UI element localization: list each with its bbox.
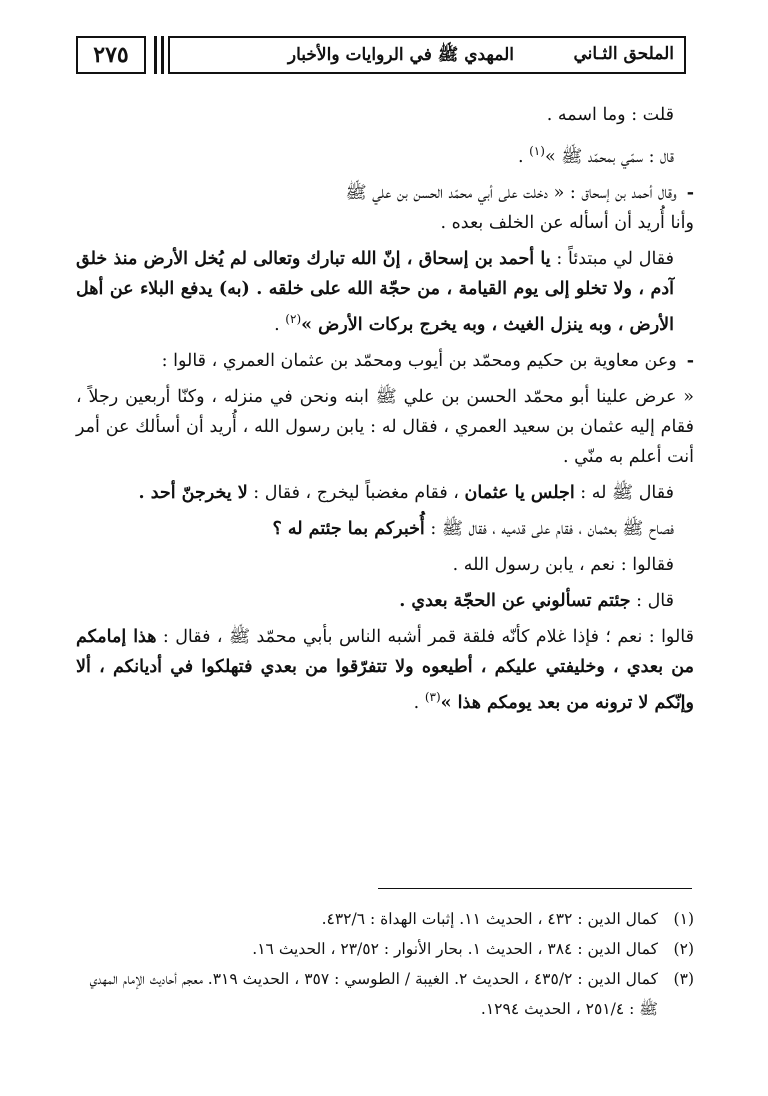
main-text [76,100,694,723]
bullet-dash: - [686,182,694,203]
text-run: وعن معاوية بن حكيم ومحمّد بن أيوب ومحمّد بن عثمان العمري ، قالوا : [161,350,677,371]
footnote-text: كمال الدين : ٤٣٢ ، الحديث ١١. إثبات الهداة : ٤٣٢/٦. [321,910,658,928]
footnote-number: (١) [673,910,694,928]
quote-bold: لا يخرجنّ أحد . [138,482,248,503]
paragraph: قال : سمّي بمحمّد ﷺ »$^{(١)}$ . [517,144,674,167]
paragraph: « عرض علينا أبو محمّد الحسن بن علي ﷺ ابنه ونحن في منزله ، وكنّا أربعين رجلاً ، فقام إليه عثمان بن سعيد العمري ، فقال له : يابن رسول الله ، أُريد أن أسألك عن أمر أنت أعلم به منّي . [76,386,694,467]
quote-bold: يا أحمد بن إسحاق ، إنّ الله تبارك وتعالى لم يُخل الأرض منذ خلق آدم ، ولا تخلو إلى يوم القيامة ، من حجّة الله على خلقه . (به) يدفع البلاء عن أهل الأرض ، وبه ينزل الغيث ، وبه يخرج بركات الأرض » [76,248,674,335]
footnote [76,904,694,934]
paragraph: قلت : وما اسمه . [546,105,674,125]
quote-bold: أُخبركم بما جئتم له ؟ [272,518,425,539]
text-run: فقال لي مبتدئاً : [550,248,675,269]
text-run: ، فقام مغضباً ليخرج ، فقال : [247,482,465,503]
quote-bold: جئتم تسألوني عن الحجّة بعدي . [399,590,631,611]
footnote [76,934,694,964]
footnote-text: كمال الدين : ٤٣٥/٢ ، الحديث ٢. الغيبة / الطوسي : ٣٥٧ ، الحديث ٣١٩. معجم أحاديث الإمام المهدي ﷺ : ٢٥١/٤ ، الحديث ١٢٩٤. [89,970,658,1018]
text-run: قال : [630,590,674,611]
header-divider [154,36,157,74]
footnotes [76,904,694,1024]
running-header [76,30,686,80]
book-title: المهدي ﷺ في الروايات والأخبار [287,45,514,65]
text-run: فصاح ﷺ بعثمان ، فقام على قدميه ، فقال ﷺ : [424,518,674,539]
text-run: قال : سمّي بمحمّد ﷺ » [544,146,674,167]
text-run: فقال ﷺ له : [574,482,674,503]
footnote-number: (٣) [673,970,694,988]
paragraph [76,478,694,508]
quote-bold: اجلس يا عثمان [464,482,575,503]
header-title-box [168,36,686,74]
paragraph: قالوا : نعم ؛ فإذا غلام كأنّه فلقة قمر أشبه الناس بأبي محمّد ﷺ ، فقال : هذا إمامكم من بعدي ، وخليفتي عليكم ، أطيعوه ولا تتفرّقوا من بعدي فتهلكوا في أديانكم ، ألا وإنّكم لا ترونه من بعد يومكم هذا »$^{(٣)}$ . [76,626,695,713]
footnote-separator [378,888,692,889]
text-run: وأنا أُريد أن أسأله عن الخلف بعده . [440,212,694,233]
footnote-ref: (١) [529,144,545,158]
paragraph: فقالوا : نعم ، يابن رسول الله . [452,554,674,575]
paragraph [76,586,694,616]
paragraph: فقال لي مبتدئاً : يا أحمد بن إسحاق ، إنّ الله تبارك وتعالى لم يُخل الأرض منذ خلق آدم ، ولا تخلو إلى يوم القيامة ، من حجّة الله على خلقه . (به) يدفع البلاء عن أهل الأرض ، وبه ينزل الغيث ، وبه يخرج بركات الأرض »$^{(٢)}$ . [76,248,675,335]
quote-bold: هذا إمامكم من بعدي ، وخليفتي عليكم ، أطيعوه ولا تتفرّقوا من بعدي فتهلكوا في أديانكم ، ألا وإنّكم لا ترونه من بعد يومكم هذا » [76,626,694,713]
text-run: قالوا : نعم ؛ فإذا غلام كأنّه فلقة قمر أشبه الناس بأبي محمّد ﷺ ، فقال : [156,626,695,647]
footnote-ref: (٣) [424,689,441,704]
paragraph [76,178,694,238]
footnote-number: (٢) [673,940,694,958]
footnote-text: كمال الدين : ٣٨٤ ، الحديث ١. بحار الأنوار : ٢٣/٥٢ ، الحديث ١٦. [252,940,658,958]
page-number: ٢٧٥ [76,36,146,74]
section-title: الملحق الثـاني [573,44,674,64]
footnote [76,964,694,1024]
header-divider [161,36,164,74]
paragraph [76,514,694,544]
footnote-ref: (٢) [285,311,302,326]
text-run: وقال أحمد بن إسحاق : « دخلت على أبي محمّد الحسن بن علي ﷺ [345,182,677,203]
bullet-dash: - [686,350,694,371]
paragraph [76,346,694,376]
